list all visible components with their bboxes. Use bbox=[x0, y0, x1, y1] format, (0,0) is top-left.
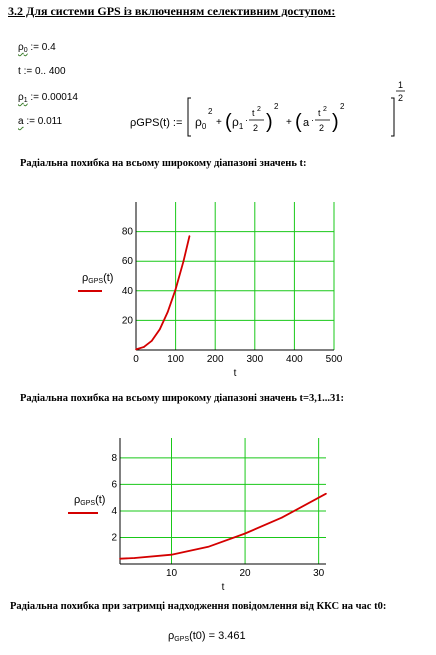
formula-exp: 2 bbox=[340, 102, 345, 111]
plus-sign: + bbox=[216, 117, 222, 128]
data-point bbox=[183, 260, 185, 262]
series-line bbox=[136, 236, 190, 349]
dot-sign: · bbox=[245, 115, 248, 125]
ylabel-underline bbox=[78, 290, 102, 292]
definition-value: 0.4 bbox=[41, 42, 56, 53]
close-bracket bbox=[391, 98, 394, 136]
data-point bbox=[207, 546, 209, 548]
chart1-ylabel: $\rho_{GPS}(t)$ bbox=[82, 272, 113, 285]
data-point bbox=[159, 328, 161, 330]
formula-t-exp: 2 bbox=[257, 106, 261, 113]
formula-den: 2 bbox=[319, 123, 325, 133]
definition-op: := bbox=[30, 92, 40, 103]
data-point bbox=[189, 235, 191, 237]
definition-t bbox=[18, 66, 66, 77]
exponent-denominator: 2 bbox=[398, 93, 404, 103]
formula-exp: 2 bbox=[208, 107, 213, 116]
y-tick-label: 40 bbox=[121, 285, 133, 297]
plus-sign: + bbox=[286, 117, 292, 128]
x-tick-label: 500 bbox=[325, 354, 343, 365]
definition-rho1: $\rho_1$ := 0.00014 bbox=[18, 92, 78, 104]
definition-op: := bbox=[23, 66, 33, 77]
y-tick-label: 20 bbox=[121, 315, 133, 327]
series-line bbox=[120, 494, 326, 559]
x-tick-label: 0 bbox=[133, 354, 139, 365]
dot-sign: · bbox=[311, 115, 314, 125]
y-tick-label: 2 bbox=[111, 532, 117, 544]
paren-right: ) bbox=[266, 111, 273, 133]
open-bracket bbox=[188, 98, 191, 136]
paren-left: ( bbox=[225, 111, 232, 133]
x-tick-label: 300 bbox=[246, 354, 264, 365]
data-point bbox=[135, 349, 137, 351]
section-heading: 3.2 Для системи GPS із включенням селективним доступом: bbox=[8, 4, 336, 18]
caption-wide-range: Радіальна похибка на всьому широкому діапазоні значень t: bbox=[20, 158, 307, 169]
x-tick-label: 100 bbox=[167, 354, 184, 365]
data-point bbox=[171, 554, 173, 556]
data-point bbox=[143, 346, 145, 348]
y-tick-label: 80 bbox=[121, 226, 133, 238]
x-tick-label: 400 bbox=[286, 354, 303, 365]
definition-value: 0.00014 bbox=[41, 92, 78, 103]
caption-delay: Радіальна похибка при затримці надходження повідомлення від ККС на час t0: bbox=[10, 601, 387, 612]
formula-rho1: $\rho_1$ bbox=[232, 115, 244, 131]
y-tick-label: 4 bbox=[111, 505, 117, 517]
data-point bbox=[167, 311, 169, 313]
y-tick-label: 6 bbox=[111, 479, 117, 491]
paren-right: ) bbox=[332, 111, 339, 133]
chart-wide-range bbox=[100, 196, 350, 381]
x-axis-label: t bbox=[233, 368, 237, 379]
ylabel-underline bbox=[68, 512, 98, 514]
data-point bbox=[281, 517, 283, 519]
result-line: $\rho_{GPS}(t0) = 3.461$ bbox=[168, 630, 246, 643]
formula-rho0: $\rho_0$ bbox=[195, 115, 207, 131]
chart-small-range bbox=[100, 432, 340, 593]
y-tick-label: 8 bbox=[111, 452, 117, 464]
formula-t: t bbox=[252, 108, 255, 118]
definition-rho0: $\rho_0$ := 0.4 bbox=[18, 42, 56, 54]
caption-small-range: Радіальна похибка на всьому широкому діапазоні значень t=3,1...31: bbox=[20, 393, 344, 404]
result-value: = 3.461 bbox=[208, 630, 246, 642]
exponent-numerator: 1 bbox=[398, 80, 404, 90]
definition-op: := bbox=[26, 116, 35, 127]
data-point bbox=[175, 289, 177, 291]
x-tick-label: 30 bbox=[313, 568, 325, 579]
x-tick-label: 200 bbox=[206, 354, 224, 365]
definition-name: a bbox=[18, 116, 24, 127]
formula-t: t bbox=[318, 108, 321, 118]
formula-exp: 2 bbox=[274, 102, 279, 111]
definition-op: := bbox=[30, 42, 40, 53]
definition-value: 0.. 400 bbox=[34, 66, 66, 77]
formula-rho-gps bbox=[128, 76, 428, 138]
formula-lhs: ρGPS(t) := bbox=[130, 117, 183, 129]
chart2-ylabel: $\rho_{GPS}(t)$ bbox=[74, 494, 105, 507]
y-tick-label: 60 bbox=[121, 256, 133, 268]
formula-t-exp: 2 bbox=[323, 106, 327, 113]
paren-left: ( bbox=[295, 111, 302, 133]
data-point bbox=[119, 558, 121, 560]
data-point bbox=[151, 340, 153, 342]
definition-a bbox=[18, 116, 62, 127]
data-point bbox=[325, 493, 327, 495]
x-axis-label: t bbox=[221, 582, 225, 593]
definition-name: t bbox=[18, 66, 21, 77]
data-point bbox=[244, 533, 246, 535]
x-tick-label: 10 bbox=[165, 568, 178, 579]
formula-a: a bbox=[303, 117, 310, 129]
data-point bbox=[134, 557, 136, 559]
x-tick-label: 20 bbox=[239, 568, 251, 579]
definition-value: 0.011 bbox=[37, 116, 63, 127]
formula-den: 2 bbox=[253, 123, 259, 133]
